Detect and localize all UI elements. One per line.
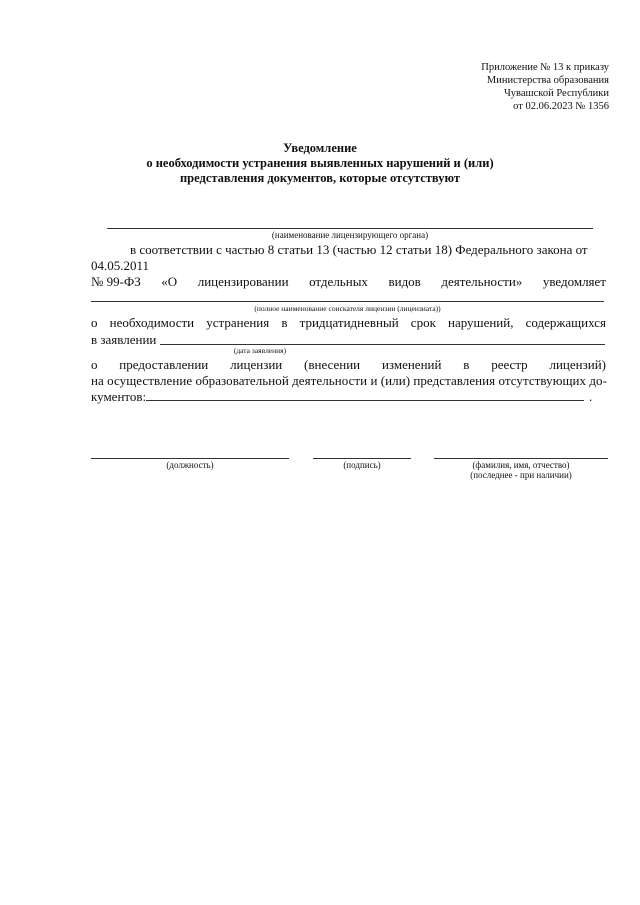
full-name-note: (последнее - при наличии) bbox=[470, 470, 572, 480]
application-date-caption: (дата заявления) bbox=[233, 346, 287, 355]
appendix-line: Министерства образования bbox=[486, 75, 609, 86]
word: о bbox=[91, 315, 98, 330]
signature-caption: (подпись) bbox=[343, 460, 381, 470]
applicant-caption: (полное наименование соискателя лицензии (лицензиата)) bbox=[254, 304, 441, 313]
word: срок bbox=[410, 315, 436, 330]
body-line-1: в соответствии с частью 8 статьи 13 (частью 12 статьи 18) Федерального закона от bbox=[130, 242, 588, 257]
word: № 99-ФЗ bbox=[91, 274, 141, 289]
appendix-line: от 02.06.2023 № 1356 bbox=[513, 101, 609, 112]
licensing-body-field[interactable] bbox=[107, 228, 593, 229]
word: о bbox=[91, 357, 98, 372]
word: (внесении bbox=[304, 357, 361, 372]
word: необходимости bbox=[109, 315, 195, 330]
licensing-body-caption: (наименование лицензирующего органа) bbox=[271, 230, 429, 240]
appendix-line: Приложение № 13 к приказу bbox=[481, 62, 609, 73]
body-line-5: в заявлении bbox=[91, 332, 157, 347]
body-line-8-end: . bbox=[589, 389, 593, 404]
word: деятельности» bbox=[441, 274, 523, 289]
body-line-4 bbox=[91, 315, 606, 331]
applicant-field[interactable] bbox=[91, 301, 604, 302]
body-line-6 bbox=[91, 357, 606, 373]
word: отдельных bbox=[309, 274, 368, 289]
application-date-field[interactable] bbox=[160, 344, 605, 345]
appendix-header bbox=[481, 61, 609, 113]
word: видов bbox=[388, 274, 421, 289]
word: в bbox=[463, 357, 470, 372]
word: лицензии bbox=[230, 357, 283, 372]
body-line-2: 04.05.2011 bbox=[91, 258, 150, 273]
word: предоставлении bbox=[119, 357, 209, 372]
word: устранения bbox=[206, 315, 270, 330]
title-line: о необходимости устранения выявленных нарушений и (или) bbox=[146, 156, 494, 170]
word: лицензировании bbox=[197, 274, 289, 289]
position-caption: (должность) bbox=[166, 460, 214, 470]
body-line-7: на осуществление образовательной деятельности и (или) представления отсутствующих до- bbox=[91, 373, 607, 388]
title-line: Уведомление bbox=[283, 141, 357, 155]
missing-documents-field[interactable] bbox=[146, 400, 584, 401]
position-field[interactable] bbox=[91, 458, 289, 459]
title-line: представления документов, которые отсутствуют bbox=[179, 171, 461, 185]
body-line-8: кументов: bbox=[91, 389, 147, 404]
signature-field[interactable] bbox=[313, 458, 411, 459]
word: изменений bbox=[381, 357, 442, 372]
word: содержащихся bbox=[525, 315, 606, 330]
body-line-3 bbox=[91, 274, 606, 290]
word: нарушений, bbox=[448, 315, 514, 330]
appendix-line: Чувашской Республики bbox=[503, 88, 609, 99]
word: реестр bbox=[491, 357, 528, 372]
full-name-field[interactable] bbox=[434, 458, 608, 459]
word: уведомляет bbox=[542, 274, 606, 289]
word: в bbox=[281, 315, 288, 330]
word: лицензий) bbox=[549, 357, 606, 372]
word: тридцатидневный bbox=[299, 315, 399, 330]
document-title bbox=[0, 141, 640, 186]
word: «О bbox=[161, 274, 178, 289]
full-name-caption: (фамилия, имя, отчество) bbox=[472, 460, 570, 470]
